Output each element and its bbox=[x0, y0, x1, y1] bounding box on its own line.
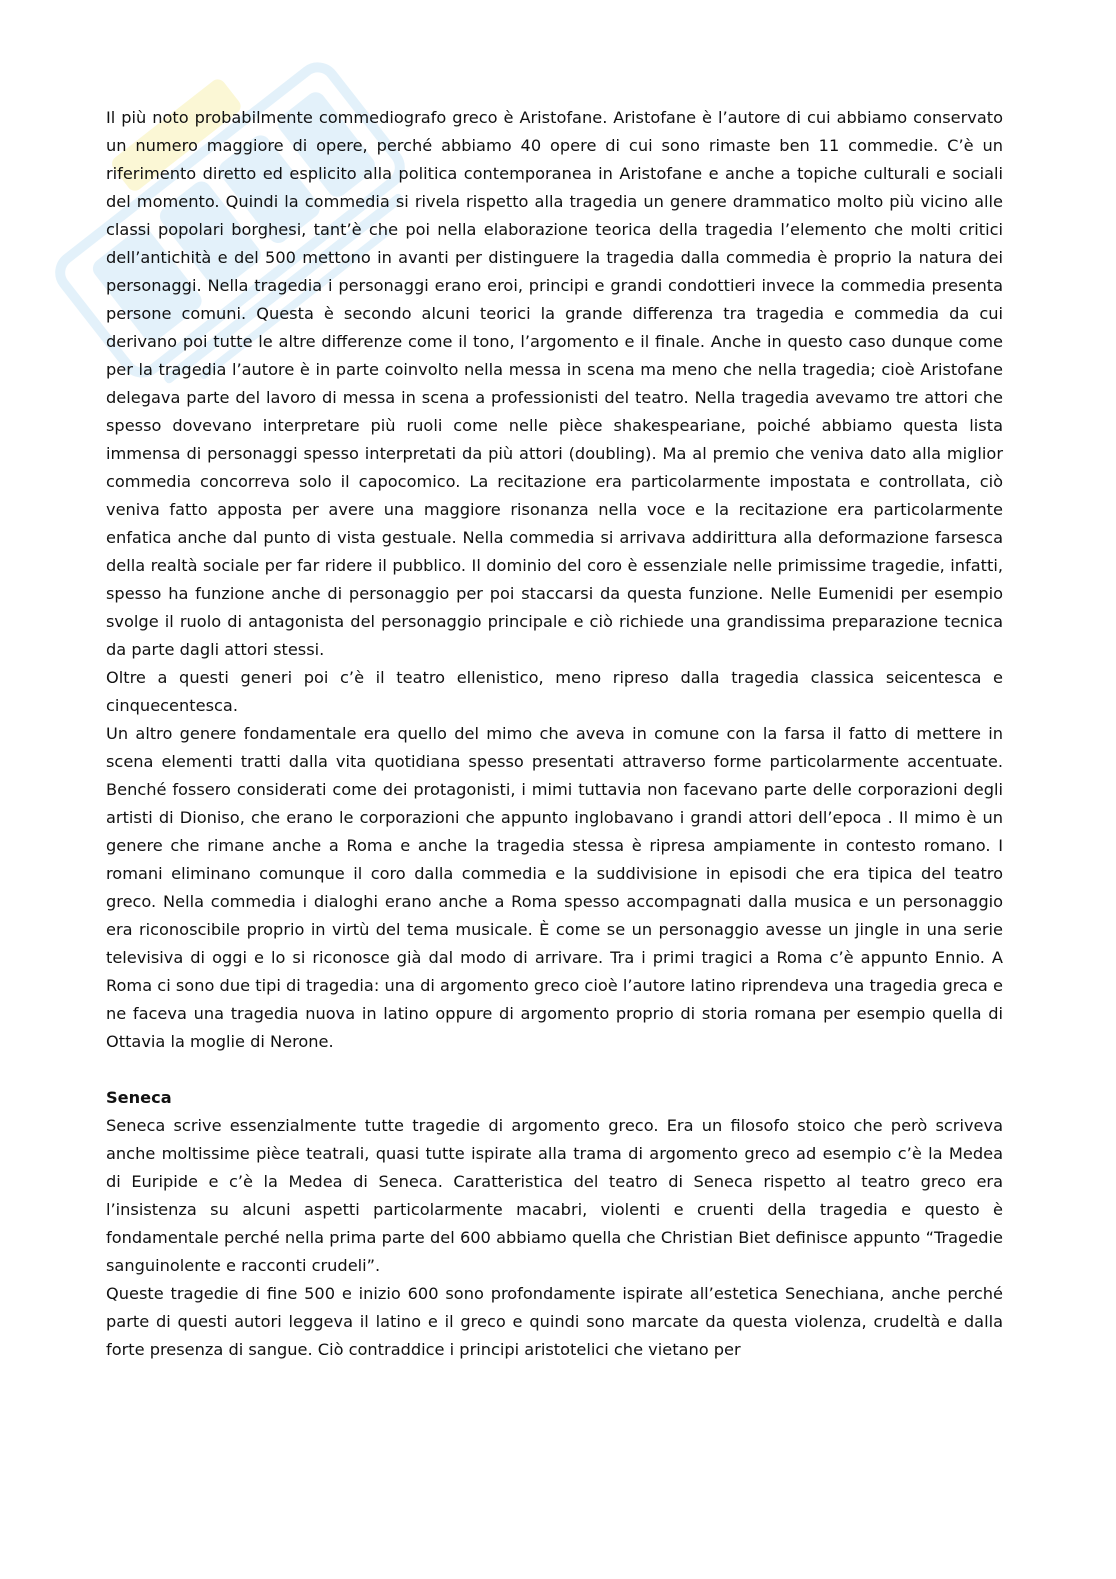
paragraph-seneca: Seneca scrive essenzialmente tutte tragedie di argomento greco. Era un filosofo stoico che però scriveva anche moltissime pièce teatrali, quasi tutte ispirate alla trama di argomento greco ad esempio c’è la Medea di Euripide e c’è la Medea di Seneca. Caratteristica del teatro di Seneca rispetto al teatro greco era l’insistenza su alcuni aspetti particolarmente macabri, violenti e cruenti della tragedia e questo è fondamentale perché nella prima parte del 600 abbiamo quella che Christian Biet definisce appunto “Tragedie sanguinolente e racconti crudeli”. bbox=[106, 1116, 1003, 1275]
paragraph-senechiana: Queste tragedie di fine 500 e inizio 600 sono profondamente ispirate all’estetica Senechiana, anche perché parte di questi autori leggeva il latino e il greco e quindi sono marcate da questa violenza, crudeltà e dalla forte presenza di sangue. Ciò contraddice i principi aristotelici che vietano per bbox=[106, 1284, 1003, 1359]
paragraph-mimo: Un altro genere fondamentale era quello del mimo che aveva in comune con la farsa il fatto di mettere in scena elementi tratti dalla vita quotidiana spesso presentati attraverso forme particolarmente accentuate. Benché fossero considerati come dei protagonisti, i mimi tuttavia non facevano parte delle corporazioni degli artisti di Dioniso, che erano le corporazioni che appunto inglobavano i grandi attori dell’epoca . Il mimo è un genere che rimane anche a Roma e anche la tragedia stessa è ripresa ampiamente in contesto romano. I romani eliminano comunque il coro dalla commedia e la suddivisione in episodi che era tipica del teatro greco. Nella commedia i dialoghi erano anche a Roma spesso accompagnati dalla musica e un personaggio era riconoscibile proprio in virtù del tema musicale. È come se un personaggio avesse un jingle in una serie televisiva di oggi e lo si riconosce già dal modo di arrivare. Tra i primi tragici a Roma c’è appunto Ennio. A Roma ci sono due tipi di tragedia: una di argomento greco cioè l’autore latino riprendeva una tragedia greca e ne faceva una tragedia nuova in latino oppure di argomento proprio di storia romana per esempio quella di Ottavia la moglie di Nerone. bbox=[106, 724, 1003, 1051]
document-body bbox=[106, 104, 1003, 1364]
section-heading-seneca: Seneca bbox=[106, 1088, 172, 1107]
paragraph-aristofane: Il più noto probabilmente commediografo greco è Aristofane. Aristofane è l’autore di cui abbiamo conservato un numero maggiore di opere, perché abbiamo 40 opere di cui sono rimaste ben 11 commedie. C’è un riferimento diretto ed esplicito alla politica contemporanea in Aristofane e anche a topiche culturali e sociali del momento. Quindi la commedia si rivela rispetto alla tragedia un genere drammatico molto più vicino alle classi popolari borghesi, tant’è che poi nella elaborazione teorica della tragedia l’elemento che molti critici dell’antichità e del 500 mettono in avanti per distinguere la tragedia dalla commedia è proprio la natura dei personaggi. Nella tragedia i personaggi erano eroi, principi e grandi condottieri invece la commedia presenta persone comuni. Questa è secondo alcuni teorici la grande differenza tra tragedia e commedia da cui derivano poi tutte le altre differenze come il tono, l’argomento e il finale. Anche in questo caso dunque come per la tragedia l’autore è in parte coinvolto nella messa in scena ma meno che nella tragedia; cioè Aristofane delegava parte del lavoro di messa in scena a professionisti del teatro. Nella tragedia avevamo tre attori che spesso dovevano interpretare più ruoli come nelle pièce shakespeariane, poiché abbiamo questa lista immensa di personaggi spesso interpretati da più attori (doubling). Ma al premio che veniva dato alla miglior commedia concorreva solo il capocomico. La recitazione era particolarmente impostata e controllata, ciò veniva fatto apposta per avere una maggiore risonanza nella voce e la recitazione era particolarmente enfatica anche dal punto di vista gestuale. Nella commedia si arrivava addirittura alla deformazione farsesca della realtà sociale per far ridere il pubblico. Il dominio del coro è essenziale nelle primissime tragedie, infatti, spesso ha funzione anche di personaggio per poi staccarsi da questa funzione. Nelle Eumenidi per esempio svolge il ruolo di antagonista del personaggio principale e ciò richiede una grandissima preparazione tecnica da parte dagli attori stessi. bbox=[106, 108, 1003, 659]
paragraph-teatro-ellenistico: Oltre a questi generi poi c’è il teatro ellenistico, meno ripreso dalla tragedia classica seicentesca e cinquecentesca. bbox=[106, 668, 1003, 715]
paragraph-gap bbox=[106, 1056, 1003, 1084]
